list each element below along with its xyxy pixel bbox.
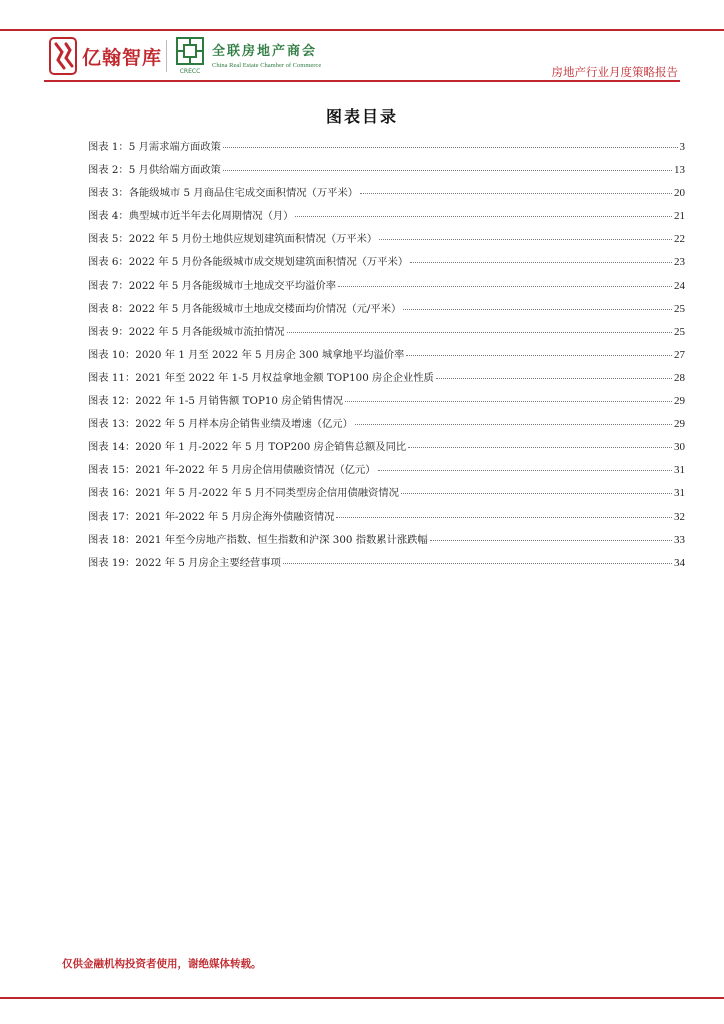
toc-entry-page: 25 [674, 302, 685, 315]
toc-entry[interactable] [88, 438, 685, 461]
toc-entry-page: 13 [674, 164, 685, 177]
toc-entry[interactable] [88, 230, 685, 253]
toc-entry-page: 27 [674, 348, 685, 361]
toc-entry[interactable] [88, 300, 685, 323]
toc-leader-dots [436, 378, 672, 379]
toc-entry-label: 图表 19：2022 年 5 月房企主要经营事项 [88, 556, 281, 569]
toc-leader-dots [345, 401, 672, 402]
toc-entry[interactable] [88, 531, 685, 554]
toc-leader-dots [360, 193, 672, 194]
toc-entry-page: 20 [674, 187, 685, 200]
yihan-logo-icon [48, 36, 78, 76]
toc-leader-dots [338, 286, 672, 287]
toc-leader-dots [410, 262, 672, 263]
toc-entry[interactable] [88, 461, 685, 484]
toc-entry-page: 32 [674, 510, 685, 523]
brand2-abbr: CRECC [179, 68, 201, 75]
toc-entry-label: 图表 6：2022 年 5 月份各能级城市成交规划建筑面积情况（万平米） [88, 256, 409, 269]
toc-entry-label: 图表 16：2021 年 5 月-2022 年 5 月不同类型房企信用债融资情况 [88, 487, 399, 500]
toc-entry[interactable] [88, 161, 685, 184]
brand2-name-en: China Real Estate Chamber of Commerce [212, 62, 322, 69]
toc-entry[interactable] [88, 138, 685, 161]
toc-entry-label: 图表 7：2022 年 5 月各能级城市土地成交平均溢价率 [88, 279, 337, 292]
footer-disclaimer: 仅供金融机构投资者使用，谢绝媒体转载。 [62, 958, 262, 970]
toc-entry[interactable] [88, 346, 685, 369]
toc-leader-dots [223, 147, 678, 148]
toc-entry-page: 21 [674, 210, 685, 223]
toc-entry-page: 34 [674, 556, 685, 569]
header-rule [44, 80, 680, 82]
toc-entry-page: 22 [674, 233, 685, 246]
crecc-logo [174, 36, 321, 76]
toc-entry[interactable] [88, 415, 685, 438]
toc-leader-dots [379, 239, 672, 240]
toc-entry-label: 图表 8：2022 年 5 月各能级城市土地成交楼面均价情况（元/平米） [88, 302, 402, 315]
toc-list [88, 138, 685, 577]
logo-divider [166, 40, 167, 72]
toc-entry-page: 3 [679, 141, 685, 153]
toc-entry[interactable] [88, 184, 685, 207]
crecc-logo-icon [174, 36, 206, 76]
toc-entry[interactable] [88, 484, 685, 507]
toc-entry-page: 29 [674, 395, 685, 408]
toc-entry-page: 31 [674, 487, 685, 500]
toc-leader-dots [430, 540, 672, 541]
toc-leader-dots [287, 332, 672, 333]
toc-entry-page: 24 [674, 279, 685, 292]
toc-leader-dots [378, 470, 672, 471]
toc-entry-page: 23 [674, 256, 685, 269]
toc-entry-page: 29 [674, 418, 685, 431]
toc-entry-label: 图表 18：2021 年至今房地产指数、恒生指数和沪深 300 指数累计涨跌幅 [88, 533, 428, 546]
toc-leader-dots [401, 493, 672, 494]
yihan-logo [48, 34, 162, 78]
toc-entry[interactable] [88, 207, 685, 230]
toc-entry-label: 图表 11：2021 年至 2022 年 1-5 月权益拿地金额 TOP100 房企企业性质 [88, 371, 434, 384]
toc-entry-label: 图表 5：2022 年 5 月份土地供应规划建筑面积情况（万平米） [88, 233, 378, 246]
brand1-name: 亿翰智库 [82, 46, 163, 69]
toc-entry-label: 图表 17：2021 年-2022 年 5 月房企海外债融资情况 [88, 510, 335, 523]
toc-leader-dots [223, 170, 672, 171]
toc-leader-dots [295, 216, 672, 217]
toc-entry-label: 图表 2：5 月供给端方面政策 [88, 164, 221, 177]
toc-entry-page: 31 [674, 464, 685, 477]
toc-entry-label: 图表 13：2022 年 5 月样本房企销售业绩及增速（亿元） [88, 418, 353, 431]
toc-entry[interactable] [88, 392, 685, 415]
brand2-name-cn: 全联房地产商会 [212, 44, 318, 59]
toc-entry-label: 图表 14：2020 年 1 月-2022 年 5 月 TOP200 房企销售总额及同比 [88, 441, 407, 454]
toc-entry-page: 25 [674, 325, 685, 338]
toc-leader-dots [408, 447, 672, 448]
toc-entry-label: 图表 9：2022 年 5 月各能级城市流拍情况 [88, 325, 285, 338]
toc-leader-dots [355, 424, 672, 425]
toc-entry[interactable] [88, 277, 685, 300]
toc-entry-page: 30 [674, 441, 685, 454]
toc-entry[interactable] [88, 369, 685, 392]
toc-entry[interactable] [88, 253, 685, 276]
toc-leader-dots [406, 355, 672, 356]
toc-entry[interactable] [88, 323, 685, 346]
top-rule [0, 29, 724, 31]
toc-entry-label: 图表 15：2021 年-2022 年 5 月房企信用债融资情况（亿元） [88, 464, 376, 477]
toc-entry[interactable] [88, 554, 685, 577]
toc-entry-label: 图表 12：2022 年 1-5 月销售额 TOP10 房企销售情况 [88, 395, 344, 408]
toc-leader-dots [336, 517, 672, 518]
toc-leader-dots [283, 563, 672, 564]
toc-entry-page: 33 [674, 533, 685, 546]
toc-leader-dots [403, 309, 672, 310]
report-type: 房地产行业月度策略报告 [551, 65, 678, 79]
toc-entry-label: 图表 3：各能级城市 5 月商品住宅成交面积情况（万平米） [88, 187, 359, 200]
toc-title: 图表目录 [325, 107, 398, 126]
toc-entry-page: 28 [674, 371, 685, 384]
toc-entry-label: 图表 1：5 月需求端方面政策 [88, 141, 221, 153]
toc-entry[interactable] [88, 508, 685, 531]
toc-entry-label: 图表 10：2020 年 1 月至 2022 年 5 月房企 300 城拿地平均溢价率 [88, 348, 405, 361]
toc-entry-label: 图表 4：典型城市近半年去化周期情况（月） [88, 210, 294, 223]
footer-rule [0, 997, 724, 999]
